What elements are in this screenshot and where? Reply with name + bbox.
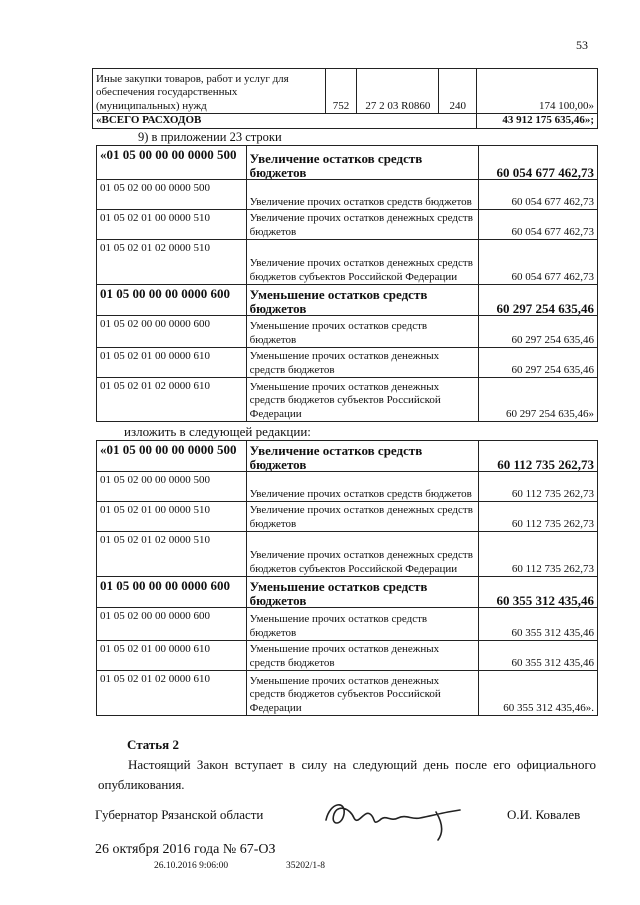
row-code: 01 05 02 01 00 0000 610 <box>97 348 247 378</box>
old-rows-table <box>96 145 598 422</box>
row-code: 01 05 02 01 00 0000 510 <box>97 210 247 240</box>
row-name: Увеличение прочих остатков денежных средств бюджетов субъектов Российской Федерации <box>246 240 479 285</box>
row-amount: 60 355 312 435,46 <box>479 608 598 641</box>
total-label: «ВСЕГО РАСХОДОВ <box>93 114 477 129</box>
row-code: 01 05 02 01 02 0000 510 <box>97 240 247 285</box>
table-row <box>97 641 598 671</box>
row-code: «01 05 00 00 00 0000 500 <box>97 441 247 472</box>
row-code: 01 05 02 01 00 0000 510 <box>97 502 247 532</box>
row-name: Увеличение остатков средств бюджетов <box>246 441 479 472</box>
row-code: 01 05 02 00 00 0000 500 <box>97 180 247 210</box>
row-code: 01 05 02 00 00 0000 600 <box>97 608 247 641</box>
row-code: 01 05 02 00 00 0000 600 <box>97 316 247 348</box>
new-rows-table <box>96 440 598 716</box>
row-name: Увеличение остатков средств бюджетов <box>246 146 479 180</box>
row-name: Уменьшение прочих остатков денежных средств бюджетов <box>246 348 479 378</box>
article-title: Статья 2 <box>127 737 179 752</box>
handwritten-signature <box>320 792 470 842</box>
new-edition-heading: изложить в следующей редакции: <box>124 424 311 439</box>
row-code: «01 05 00 00 00 0000 500 <box>97 146 247 180</box>
row-amount: 60 297 254 635,46» <box>479 378 598 422</box>
article-text: Настоящий Закон вступает в силу на следующий день после его официального опубликования. <box>98 757 596 792</box>
governor-name: О.И. Ковалев <box>507 807 581 822</box>
row-amount: 60 297 254 635,46 <box>479 348 598 378</box>
row-amount: 60 112 735 262,73 <box>479 441 598 472</box>
table-row <box>97 608 598 641</box>
table-row <box>97 577 598 608</box>
row-amount: 60 054 677 462,73 <box>479 240 598 285</box>
registration-datetime: 26.10.2016 9:06:00 <box>154 861 229 871</box>
total-amount: 43 912 175 635,46»; <box>477 114 598 129</box>
row-name: Уменьшение остатков средств бюджетов <box>246 577 479 608</box>
table-row <box>97 502 598 532</box>
table-row <box>97 210 598 240</box>
page-number: 53 <box>576 38 588 52</box>
row-name: Уменьшение прочих остатков средств бюджетов <box>246 608 479 641</box>
row-name: Уменьшение прочих остатков денежных средств бюджетов субъектов Российской Федерации <box>246 671 479 716</box>
row-name: Уменьшение остатков средств бюджетов <box>246 285 479 316</box>
row-amount: 60 054 677 462,73 <box>479 146 598 180</box>
row-ministry: 752 <box>325 69 357 114</box>
table-row <box>97 316 598 348</box>
row-name: Увеличение прочих остатков денежных средств бюджетов <box>246 502 479 532</box>
row-amount: 60 054 677 462,73 <box>479 180 598 210</box>
governor-position: Губернатор Рязанской области <box>95 807 264 822</box>
table-row <box>97 441 598 472</box>
row-amount: 60 355 312 435,46». <box>479 671 598 716</box>
row-name: Увеличение прочих остатков средств бюджетов <box>246 472 479 502</box>
table-row <box>93 69 598 114</box>
row-code: 01 05 02 01 02 0000 510 <box>97 532 247 577</box>
table-row <box>97 146 598 180</box>
row-amount: 60 355 312 435,46 <box>479 577 598 608</box>
row-amount: 60 112 735 262,73 <box>479 532 598 577</box>
row-name: Уменьшение прочих остатков денежных средств бюджетов <box>246 641 479 671</box>
table-row <box>97 671 598 716</box>
table-row <box>97 532 598 577</box>
row-name: Увеличение прочих остатков денежных средств бюджетов <box>246 210 479 240</box>
row-code: 01 05 02 01 02 0000 610 <box>97 378 247 422</box>
row-name: Иные закупки товаров, работ и услуг для обеспечения государственных (муниципальных) нужд <box>93 69 326 114</box>
row-amount: 60 355 312 435,46 <box>479 641 598 671</box>
row-type: 240 <box>439 69 477 114</box>
row-name: Увеличение прочих остатков денежных средств бюджетов субъектов Российской Федерации <box>246 532 479 577</box>
law-date-number: 26 октября 2016 года № 67-ОЗ <box>95 842 276 857</box>
registration-code: 35202/1-8 <box>286 861 326 871</box>
row-amount: 60 054 677 462,73 <box>479 210 598 240</box>
row-name: Увеличение прочих остатков средств бюджетов <box>246 180 479 210</box>
table-row <box>97 348 598 378</box>
row-amount: 60 112 735 262,73 <box>479 472 598 502</box>
row-amount: 60 112 735 262,73 <box>479 502 598 532</box>
row-amount: 174 100,00» <box>477 69 598 114</box>
table-row <box>97 472 598 502</box>
row-code: 01 05 02 01 00 0000 610 <box>97 641 247 671</box>
row-name: Уменьшение прочих остатков денежных средств бюджетов субъектов Российской Федерации <box>246 378 479 422</box>
row-code: 01 05 02 01 02 0000 610 <box>97 671 247 716</box>
row-code: 01 05 00 00 00 0000 600 <box>97 577 247 608</box>
row-target: 27 2 03 R0860 <box>357 69 439 114</box>
section-9-heading: 9) в приложении 23 строки <box>138 130 282 144</box>
expenses-table-fragment <box>92 68 598 129</box>
table-row <box>97 240 598 285</box>
row-amount: 60 297 254 635,46 <box>479 285 598 316</box>
row-name: Уменьшение прочих остатков средств бюджетов <box>246 316 479 348</box>
row-amount: 60 297 254 635,46 <box>479 316 598 348</box>
row-code: 01 05 00 00 00 0000 600 <box>97 285 247 316</box>
total-row <box>93 114 598 129</box>
table-row <box>97 285 598 316</box>
row-code: 01 05 02 00 00 0000 500 <box>97 472 247 502</box>
table-row <box>97 378 598 422</box>
table-row <box>97 180 598 210</box>
